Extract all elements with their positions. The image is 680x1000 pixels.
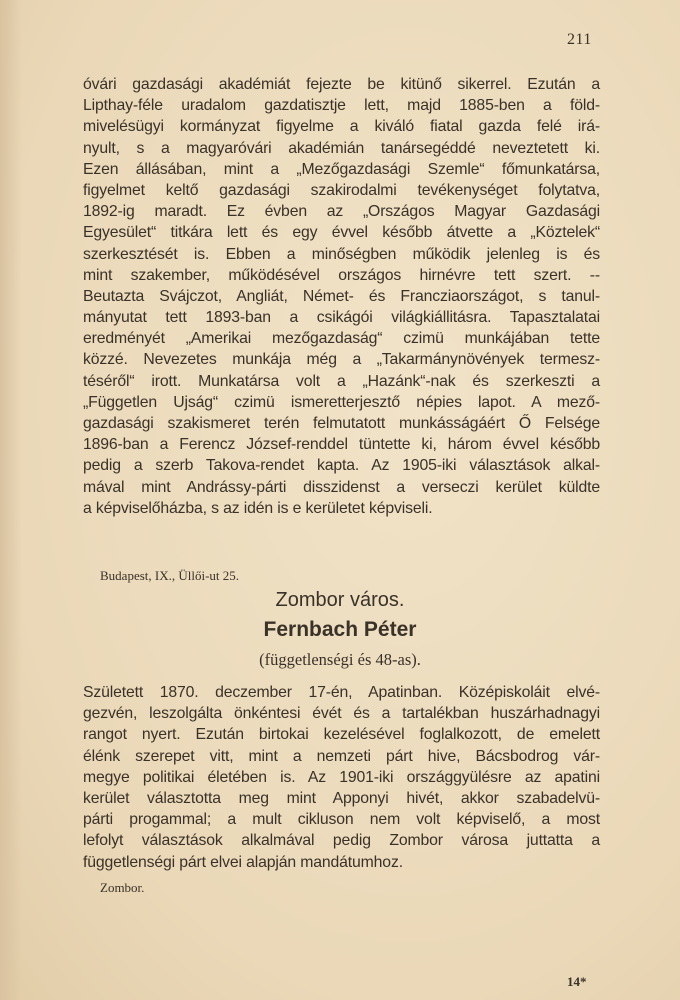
text-line: Beutazta Svájczot, Angliát, Német- és Francziaországot, s tanul- <box>83 287 600 305</box>
text-line: Lipthay-féle uradalom gazdatisztje lett, majd 1885-ben a föld- <box>83 97 600 115</box>
text-line: a képviselőházba, s az idén is e kerületet képviseli. <box>83 499 433 517</box>
text-line: gezvén, leszolgálta önkéntesi évét és a tartalékban huszárhadnagyi <box>83 705 600 723</box>
text-line: mával mint Andrássy-párti disszidenst a verseczi kerület küldte <box>83 478 600 496</box>
text-line: figyelmet keltő gazdasági szakirodalmi tevékenységet folytatva, <box>83 181 600 199</box>
text-line: mányutat tett 1893-ban a csikágói világkiállitásra. Tapasztalatai <box>83 309 600 327</box>
text-line: eredményét „Amerikai mezőgazdaság“ czimü munkájában tette <box>83 330 600 348</box>
text-line: Ezen állásában, mint a „Mezőgazdasági Szemle“ főmunkatársa, <box>83 160 600 178</box>
text-line: Egyesület“ titkára lett és egy évvel később átvette a „Köztelek“ <box>83 224 600 242</box>
text-line: lefolyt választások alkalmával pedig Zombor városa juttatta a <box>83 832 600 850</box>
text-line: óvári gazdasági akadémiát fejezte be kitünő sikerrel. Ezután a <box>83 76 600 93</box>
biography-paragraph-2 <box>83 682 600 873</box>
text-line: mint szakember, működésével országos hirnévre tett szert. -- <box>83 266 600 284</box>
signature-mark: 14* <box>567 974 587 989</box>
text-line: Született 1870. deczember 17-én, Apatinban. Középiskoláit elvé- <box>83 684 600 701</box>
text-line: téséről“ irott. Munkatársa volt a „Hazánk“-nak és szerkeszti a <box>83 372 600 390</box>
text-line: pedig a szerb Takova-rendet kapta. Az 1905-iki választások alkal- <box>83 457 600 475</box>
text-line: rangot nyert. Ezután birtokai kezelésével foglalkozott, de emelett <box>83 726 600 744</box>
text-line: 1892-ig maradt. Ez évben az „Országos Magyar Gazdasági <box>83 203 600 221</box>
text-line: „Független Ujság“ czimü ismeretterjesztő népies lapot. A mező- <box>83 393 600 411</box>
text-line: nyult, s a magyaróvári akadémián tanársegéddé neveztetett ki. <box>83 139 600 157</box>
page-number: 211 <box>567 31 592 48</box>
text-line: közzé. Nevezetes munkája még a „Takarmánynövények termesz- <box>83 351 600 369</box>
biography-paragraph-1 <box>83 74 600 519</box>
section-title: Zombor város. <box>275 589 405 611</box>
party-affiliation: (függetlenségi és 48-as). <box>259 650 421 669</box>
page-edge-shadow <box>0 0 22 1000</box>
place-line: Zombor. <box>100 880 145 895</box>
text-line: mivelésügyi kormányzat figyelme a kiváló fiatal gazda felé irá- <box>83 118 600 136</box>
text-line: szerkesztését is. Ebben a minőségben működik jelenleg is és <box>83 245 600 263</box>
text-line: függetlenségi párt elvei alapján mandátumhoz. <box>83 853 403 871</box>
text-line: élénk szerepet vitt, mint a nemzeti párt hive, Bácsbodrog vár- <box>83 747 600 765</box>
text-line: kerület választotta meg mint Apponyi hivét, akkor szabadelvü- <box>83 789 600 807</box>
text-line: 1896-ban a Ferencz József-renddel tüntette ki, három évvel később <box>83 436 600 454</box>
text-line: párti progammal; a mult cikluson nem volt képviselő, a most <box>83 811 600 829</box>
person-name: Fernbach Péter <box>263 618 417 641</box>
text-line: gazdasági szakismeret terén felmutatott munkásságáért Ő Felsége <box>83 415 600 432</box>
address-line: Budapest, IX., Üllői-ut 25. <box>100 568 240 583</box>
text-line: megye politikai életében is. Az 1901-iki országgyülésre az apatini <box>83 768 600 786</box>
